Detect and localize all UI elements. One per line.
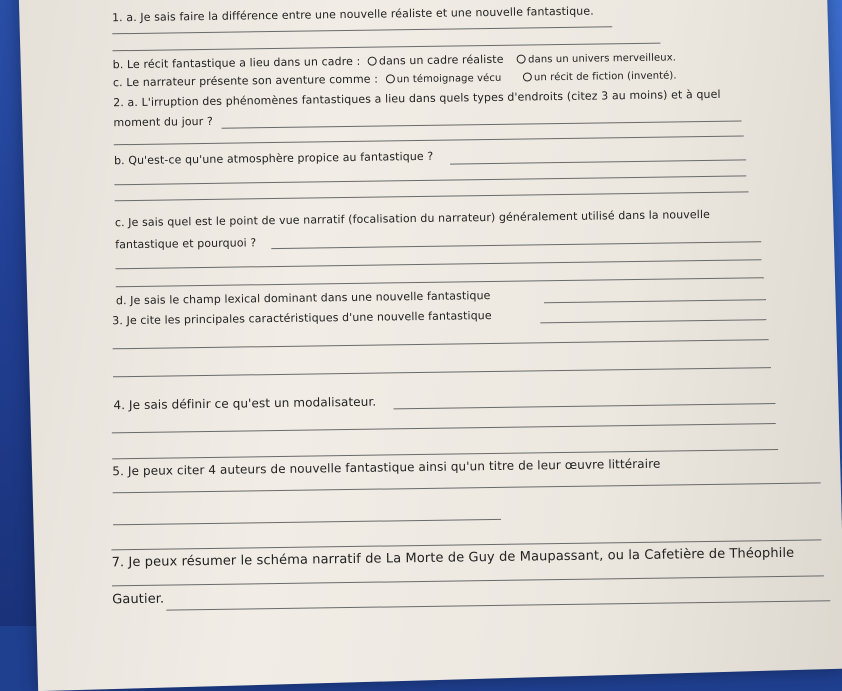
- question-1b: [113, 50, 677, 71]
- answer-line: [116, 259, 762, 269]
- answer-line: [112, 43, 660, 52]
- question-1c: [113, 68, 677, 89]
- answer-line: [114, 175, 746, 185]
- question-5: 5. Je peux citer 4 auteurs de nouvelle fantastique ainsi qu'un titre de leur œuvre littéraire: [112, 456, 661, 479]
- question-1c-label: c. Le narrateur présente son aventure comme :: [112, 72, 379, 90]
- answer-line: [544, 299, 766, 303]
- radio-recit-fiction[interactable]: [523, 72, 532, 81]
- answer-line: [112, 26, 612, 34]
- answer-line: [394, 403, 776, 409]
- question-7-continued: Gautier.: [112, 591, 165, 608]
- question-7: 7. Je peux résumer le schéma narratif de La Morte de Guy de Maupassant, ou la Cafetière de Théophile: [111, 545, 795, 571]
- question-2c: c. Je sais quel est le point de vue narratif (focalisation du narrateur) généralement utilisé dans la nouvelle: [114, 207, 711, 230]
- question-3: 3. Je cite les principales caractéristiques d'une nouvelle fantastique: [112, 309, 492, 328]
- answer-line: [222, 120, 742, 128]
- answer-line: [112, 449, 778, 459]
- answer-line: [114, 135, 744, 145]
- question-2c-continued: fantastique et pourquoi ?: [115, 236, 257, 252]
- answer-line: [271, 241, 761, 249]
- answer-line: [540, 319, 766, 323]
- question-1b-label: b. Le récit fantastique a lieu dans un cadre :: [112, 54, 361, 72]
- answer-line: [112, 423, 776, 433]
- question-4: 4. Je sais définir ce qu'est un modalisateur.: [113, 394, 377, 413]
- radio-temoignage-vecu[interactable]: [386, 74, 395, 83]
- answer-line: [113, 519, 501, 525]
- radio-univers-merveilleux[interactable]: [517, 54, 526, 63]
- question-2b: b. Qu'est-ce qu'une atmosphère propice au fantastique ?: [113, 149, 434, 168]
- option-temoignage-vecu: un témoignage vécu: [396, 72, 502, 86]
- answer-line: [113, 482, 821, 493]
- radio-cadre-realiste[interactable]: [368, 56, 377, 65]
- answer-line: [450, 159, 746, 164]
- question-2d: d. Je sais le champ lexical dominant dans une nouvelle fantastique: [115, 289, 491, 308]
- answer-line: [115, 191, 749, 201]
- option-univers-merveilleux: dans un univers merveilleux.: [528, 52, 677, 66]
- answer-line: [113, 339, 769, 349]
- answer-line: [112, 575, 824, 586]
- option-cadre-realiste: dans un cadre réaliste: [378, 52, 504, 68]
- answer-line: [113, 367, 771, 377]
- answer-line: [166, 600, 830, 610]
- question-2a-continued: moment du jour ?: [113, 114, 213, 130]
- option-recit-fiction: un récit de fiction (inventé).: [533, 70, 677, 84]
- question-2a: 2. a. L'irruption des phénomènes fantastiques a lieu dans quels types d'endroits (citez 3 au moins) et à quel: [113, 87, 721, 110]
- question-1a: 1. a. Je sais faire la différence entre une nouvelle réaliste et une nouvelle fantastique.: [111, 4, 594, 25]
- answer-line: [116, 277, 764, 287]
